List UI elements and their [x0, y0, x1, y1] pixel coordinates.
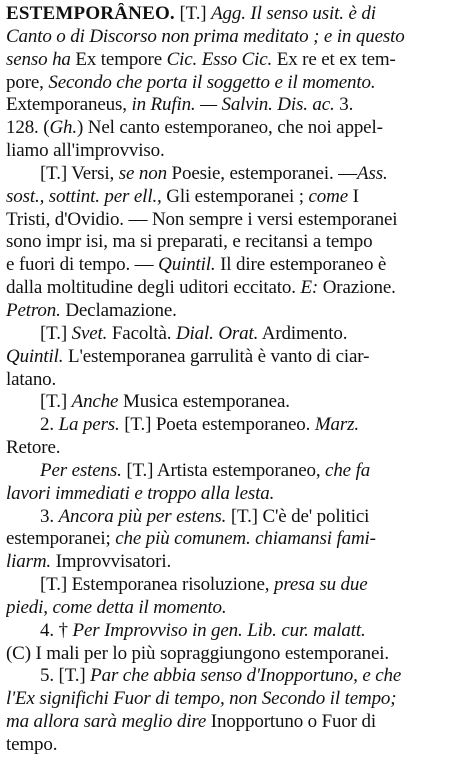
text-segment: [T.]	[40, 391, 72, 413]
entry-line	[6, 117, 462, 140]
entry-line	[6, 277, 462, 300]
italic-text-segment: Quintil.	[6, 345, 64, 367]
text-segment: Gli estemporanei ;	[161, 185, 309, 207]
italic-text-segment: piedi, come detta il momento.	[6, 596, 227, 618]
text-segment: ) Nel canto estemporaneo, che noi appel-	[76, 117, 383, 139]
entry-line	[6, 209, 462, 232]
text-segment: [T.] Artista estemporaneo,	[121, 459, 326, 481]
entry-line	[6, 26, 462, 49]
italic-text-segment: Quintil.	[158, 254, 216, 276]
italic-text-segment: ma allora sarà meglio dire	[6, 711, 207, 733]
entry-line	[6, 391, 462, 414]
italic-text-segment: se non	[118, 162, 167, 184]
entry-line	[6, 643, 462, 666]
italic-text-segment: liarm.	[6, 551, 52, 573]
entry-line	[6, 688, 462, 711]
text-segment: tempo.	[6, 734, 58, 755]
italic-text-segment: Ancora più per estens.	[58, 505, 227, 527]
text-segment: Ex tempore	[70, 48, 167, 70]
text-segment: liamo all'improvviso.	[6, 140, 165, 162]
text-segment: Il dire estemporaneo è	[215, 254, 387, 276]
italic-text-segment: La pers.	[58, 414, 120, 436]
italic-text-segment: Secondo che porta il soggetto e il momento.	[48, 71, 376, 93]
entry-line	[6, 528, 462, 551]
text-segment: [T.] C'è de' politici	[226, 505, 370, 527]
italic-text-segment: Petron.	[6, 299, 61, 321]
dictionary-entry	[6, 3, 462, 757]
text-segment: Improvvisatori.	[51, 551, 172, 573]
entry-line	[6, 551, 462, 574]
text-segment: [T.] Versi,	[40, 162, 119, 184]
text-segment: Facoltà.	[107, 322, 176, 344]
italic-text-segment: E:	[300, 277, 319, 299]
text-segment: Extemporaneus,	[6, 94, 132, 116]
entry-line	[6, 300, 462, 323]
entry-line	[6, 734, 462, 757]
entry-line	[6, 483, 462, 506]
entry-line	[6, 231, 462, 254]
text-segment: Retore.	[6, 437, 61, 459]
text-segment: 3.	[40, 505, 59, 527]
text-segment: Orazione.	[318, 277, 396, 299]
entry-line	[6, 369, 462, 392]
entry-line	[6, 506, 462, 529]
italic-text-segment: Per Improvviso in gen. Lib. cur. malatt.	[72, 619, 366, 641]
entry-line	[6, 597, 462, 620]
text-segment: L'estemporanea garrulità è vanto di ciar-	[63, 345, 370, 367]
italic-text-segment: senso ha	[6, 48, 71, 70]
entry-line	[6, 346, 462, 369]
italic-text-segment: Svet.	[71, 322, 108, 344]
italic-text-segment: Dial. Orat.	[175, 322, 259, 344]
italic-text-segment: presa su due	[274, 574, 368, 596]
text-segment: Tristi, d'Ovidio. — Non sempre i versi estemporanei	[6, 208, 398, 230]
text-segment: I	[348, 185, 359, 207]
italic-text-segment: come	[308, 185, 349, 207]
italic-text-segment: in Rufin. — Salvin. Dis. ac.	[131, 94, 335, 116]
entry-line	[6, 620, 462, 643]
text-segment: 5. [T.]	[40, 665, 91, 687]
text-segment: Musica estemporanea.	[118, 391, 290, 413]
text-segment: dalla moltitudine degli uditori eccitato.	[6, 277, 301, 299]
text-segment: Inopportuno o Fuor di	[206, 711, 376, 733]
text-segment: (C) I mali per lo più sopraggiungono estemporanei.	[6, 642, 389, 664]
italic-text-segment: che più comunem. chiamansi fami-	[115, 528, 376, 550]
italic-text-segment: l'Ex significhi Fuor di tempo, non Secondo il tempo;	[6, 688, 397, 710]
italic-text-segment: lavori immediati e troppo alla lesta.	[6, 482, 275, 504]
entry-line	[6, 254, 462, 277]
entry-line	[6, 665, 462, 688]
text-segment: latano.	[6, 368, 57, 390]
entry-line	[6, 711, 462, 734]
italic-text-segment: Gh.	[49, 117, 77, 139]
entry-line	[6, 163, 462, 186]
italic-text-segment: Par che abbia senso d'Inopportuno, e che	[90, 665, 402, 687]
entry-line	[6, 574, 462, 597]
text-segment: Ardimento.	[258, 322, 348, 344]
entry-line	[6, 414, 462, 437]
text-segment: [T.]	[174, 3, 212, 24]
text-segment: 128. (	[6, 117, 50, 139]
italic-text-segment: Marz.	[314, 414, 359, 436]
text-segment: Declamazione.	[60, 299, 177, 321]
text-segment: 3.	[334, 94, 354, 116]
italic-text-segment: Anche	[71, 391, 119, 413]
headword: ESTEMPORÂNEO.	[6, 3, 175, 24]
italic-text-segment: Agg. Il senso usit. è di	[211, 3, 376, 24]
text-segment: estemporanei;	[6, 528, 116, 550]
entry-line	[6, 49, 462, 72]
entry-line	[6, 140, 462, 163]
text-segment: 2.	[40, 414, 59, 436]
text-segment: sono impr isi, ma si preparati, e recitansi a tempo	[6, 231, 373, 253]
text-segment: 4. †	[40, 619, 73, 641]
entry-line	[6, 94, 462, 117]
text-segment: pore,	[6, 71, 49, 93]
text-segment: [T.] Estemporanea risoluzione,	[40, 574, 274, 596]
text-segment: e fuori di tempo. —	[6, 254, 159, 276]
italic-text-segment: che fa	[325, 459, 371, 481]
italic-text-segment: Cic. Esso Cic.	[166, 48, 273, 70]
italic-text-segment: Ass.	[357, 162, 388, 184]
italic-text-segment: sost., sottint. per ell.,	[6, 185, 162, 207]
entry-line	[6, 323, 462, 346]
text-segment: Poesie, estemporanei. —	[166, 162, 357, 184]
entry-line	[6, 3, 462, 26]
entry-line	[6, 437, 462, 460]
text-segment: [T.]	[40, 322, 72, 344]
entry-line	[6, 186, 462, 209]
italic-text-segment: Per estens.	[40, 459, 122, 481]
text-segment: [T.] Poeta estemporaneo.	[119, 414, 315, 436]
entry-line	[6, 460, 462, 483]
italic-text-segment: Canto o di Discorso non prima meditato ; e in questo	[6, 25, 405, 47]
text-segment: Ex re et ex tem-	[272, 48, 396, 70]
entry-line	[6, 72, 462, 95]
